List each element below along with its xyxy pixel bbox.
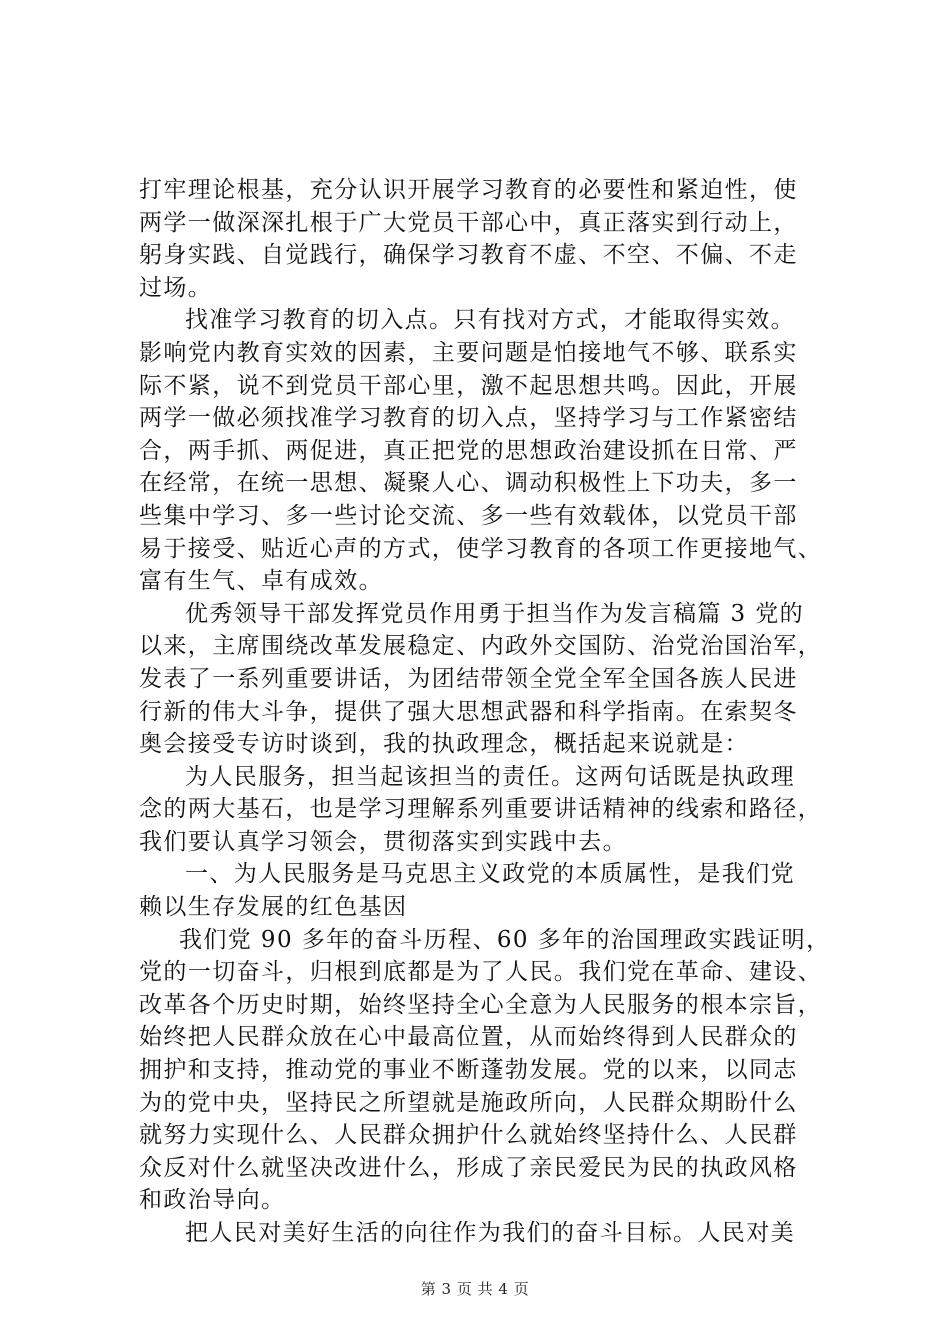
- document-body: [139, 174, 839, 1250]
- text-line: 为的党中央，坚持民之所望就是施政所向，人民群众期盼什么: [139, 1089, 798, 1116]
- text-line: 两学一做必须找准学习教育的切入点，坚持学习与工作紧密结: [139, 405, 798, 432]
- text-line: 我们党 90 多年的奋斗历程、60 多年的治国理政实践证明，: [179, 926, 831, 953]
- text-line: 际不紧，说不到党员干部心里，激不起思想共鸣。因此，开展: [139, 372, 798, 399]
- text-line: 始终把人民群众放在心中最高位置，从而始终得到人民群众的: [139, 1024, 798, 1051]
- text-line: 行新的伟大斗争，提供了强大思想武器和科学指南。在索契冬: [139, 698, 798, 725]
- text-line: 找准学习教育的切入点。只有找对方式，才能取得实效。: [185, 307, 795, 334]
- text-line: 在经常，在统一思想、凝聚人心、调动积极性上下功夫，多一: [139, 470, 798, 497]
- text-line: 两学一做深深扎根于广大党员干部心中，真正落实到行动上，: [139, 209, 798, 236]
- text-line: 易于接受、贴近心声的方式，使学习教育的各项工作更接地气、: [139, 535, 823, 562]
- text-line: 打牢理论根基，充分认识开展学习教育的必要性和紧迫性，使: [139, 177, 798, 203]
- text-line: 躬身实践、自觉践行，确保学习教育不虚、不空、不偏、不走: [139, 242, 798, 269]
- text-line: 就努力实现什么、人民群众拥护什么就始终坚持什么、人民群: [139, 1122, 798, 1149]
- text-line: 拥护和支持，推动党的事业不断蓬勃发展。党的以来，以同志: [139, 1057, 798, 1084]
- text-line: 过场。: [139, 274, 213, 301]
- text-line: 为人民服务，担当起该担当的责任。这两句话既是执政理: [185, 763, 795, 790]
- text-line: 些集中学习、多一些讨论交流、多一些有效载体，以党员干部: [139, 502, 798, 529]
- text-line: 念的两大基石，也是学习理解系列重要讲话精神的线索和路径，: [139, 796, 823, 823]
- text-line: 赖以生存发展的红色基因: [139, 894, 408, 921]
- text-line: 党的一切奋斗，归根到底都是为了人民。我们党在革命、建设、: [139, 959, 823, 986]
- page-footer: 第 3 页 共 4 页: [420, 1280, 530, 1298]
- text-line: 和政治导向。: [139, 1187, 286, 1214]
- text-line: 把人民对美好生活的向往作为我们的奋斗目标。人民对美: [185, 1220, 795, 1246]
- text-line: 我们要认真学习领会，贯彻落实到实践中去。: [139, 828, 627, 855]
- text-line: 改革各个历史时期，始终坚持全心全意为人民服务的根本宗旨，: [139, 991, 823, 1018]
- text-line: 富有生气、卓有成效。: [139, 568, 383, 595]
- text-line: 影响党内教育实效的因素，主要问题是怕接地气不够、联系实: [139, 339, 798, 366]
- text-line: 奥会接受专访时谈到，我的执政理念，概括起来说就是：: [139, 731, 749, 758]
- text-line: 合，两手抓、两促进，真正把党的思想政治建设抓在日常、严: [139, 437, 798, 464]
- text-line: 众反对什么就坚决改进什么，形成了亲民爱民为民的执政风格: [139, 1154, 798, 1181]
- text-line: 以来，主席围绕改革发展稳定、内政外交国防、治党治国治军，: [139, 633, 823, 660]
- text-line: 优秀领导干部发挥党员作用勇于担当作为发言稿篇 3 党的: [185, 600, 805, 627]
- text-line: 发表了一系列重要讲话，为团结带领全党全军全国各族人民进: [139, 665, 798, 692]
- text-line: 一、为人民服务是马克思主义政党的本质属性，是我们党: [185, 861, 795, 888]
